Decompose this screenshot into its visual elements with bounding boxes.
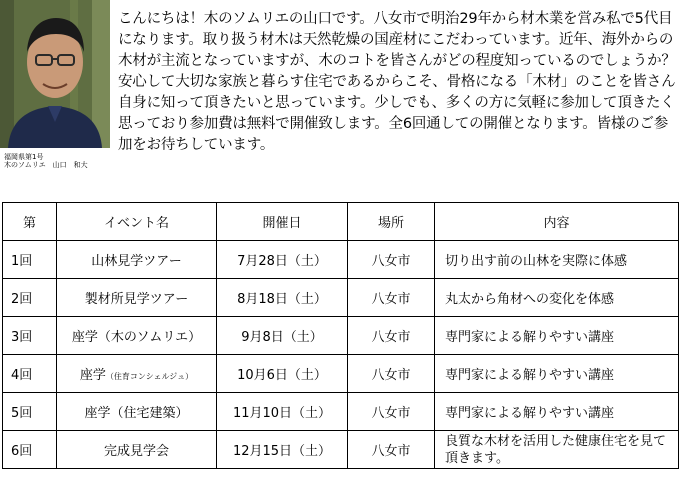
row-date: 11月10日（土） xyxy=(217,393,348,431)
row-event-name: 山林見学ツアー xyxy=(57,241,217,279)
table-row xyxy=(3,279,679,317)
row-number: 2回 xyxy=(3,279,57,317)
table-row xyxy=(3,431,679,469)
header-date: 開催日 xyxy=(217,203,348,241)
photo-caption xyxy=(4,153,88,169)
header-number: 第 xyxy=(3,203,57,241)
header-event-name: イベント名 xyxy=(57,203,217,241)
table-row xyxy=(3,317,679,355)
row-detail: 良質な木材を活用した健康住宅を見て頂きます。 xyxy=(435,431,679,469)
row-number: 3回 xyxy=(3,317,57,355)
profile-photo xyxy=(0,0,110,148)
row-detail: 専門家による解りやすい講座 xyxy=(435,393,679,431)
row-event-name-main: 座学 xyxy=(79,368,106,383)
row-date: 8月18日（土） xyxy=(217,279,348,317)
table-header-row xyxy=(3,203,679,241)
row-detail: 丸太から角材への変化を体感 xyxy=(435,279,679,317)
row-place: 八女市 xyxy=(348,317,435,355)
row-event-name: 座学（住宅建築） xyxy=(57,393,217,431)
row-date: 10月6日（土） xyxy=(217,355,348,393)
row-number: 5回 xyxy=(3,393,57,431)
intro-text: こんにちは！木のソムリエの山口です。八女市で明治29年から材木業を営み私で5代目になります。取り扱う材木は天然乾燥の国産材にこだわっています。近年、海外からの木材が主流となっていますが、木のコトを皆さんがどの程度知っているのでしょうか？安心して大切な家族と暮らす住宅であるからこそ、骨格になる「木材」のことを皆さん自身に知って頂きたいと思っています。少しでも、多くの方に気軽に参加して頂きたく思っており参加費は無料で開催致します。全6回通しての開催となります。皆様のご参加をお待ちしています。 xyxy=(118,11,676,153)
row-place: 八女市 xyxy=(348,279,435,317)
table-row xyxy=(3,355,679,393)
row-detail: 専門家による解りやすい講座 xyxy=(435,355,679,393)
caption-line-2: 木のソムリエ 山口 和大 xyxy=(4,161,88,169)
row-detail: 切り出す前の山林を実際に体感 xyxy=(435,241,679,279)
row-event-name: 製材所見学ツアー xyxy=(57,279,217,317)
event-schedule-table xyxy=(2,202,679,469)
row-date: 12月15日（土） xyxy=(217,431,348,469)
table-row xyxy=(3,241,679,279)
row-place: 八女市 xyxy=(348,431,435,469)
header-place: 場所 xyxy=(348,203,435,241)
caption-line-1: 福岡県第1号 xyxy=(4,153,44,161)
row-place: 八女市 xyxy=(348,241,435,279)
row-number: 4回 xyxy=(3,355,57,393)
row-event-name: 完成見学会 xyxy=(57,431,217,469)
row-detail: 専門家による解りやすい講座 xyxy=(435,317,679,355)
row-event-name-sub: （住育コンシェルジュ） xyxy=(105,372,194,381)
header-detail: 内容 xyxy=(435,203,679,241)
table-row xyxy=(3,393,679,431)
row-number: 1回 xyxy=(3,241,57,279)
row-place: 八女市 xyxy=(348,355,435,393)
row-place: 八女市 xyxy=(348,393,435,431)
row-event-name: 座学（木のソムリエ） xyxy=(57,317,217,355)
row-number: 6回 xyxy=(3,431,57,469)
row-date: 7月28日（土） xyxy=(217,241,348,279)
row-event-name xyxy=(57,355,217,393)
row-date: 9月8日（土） xyxy=(217,317,348,355)
